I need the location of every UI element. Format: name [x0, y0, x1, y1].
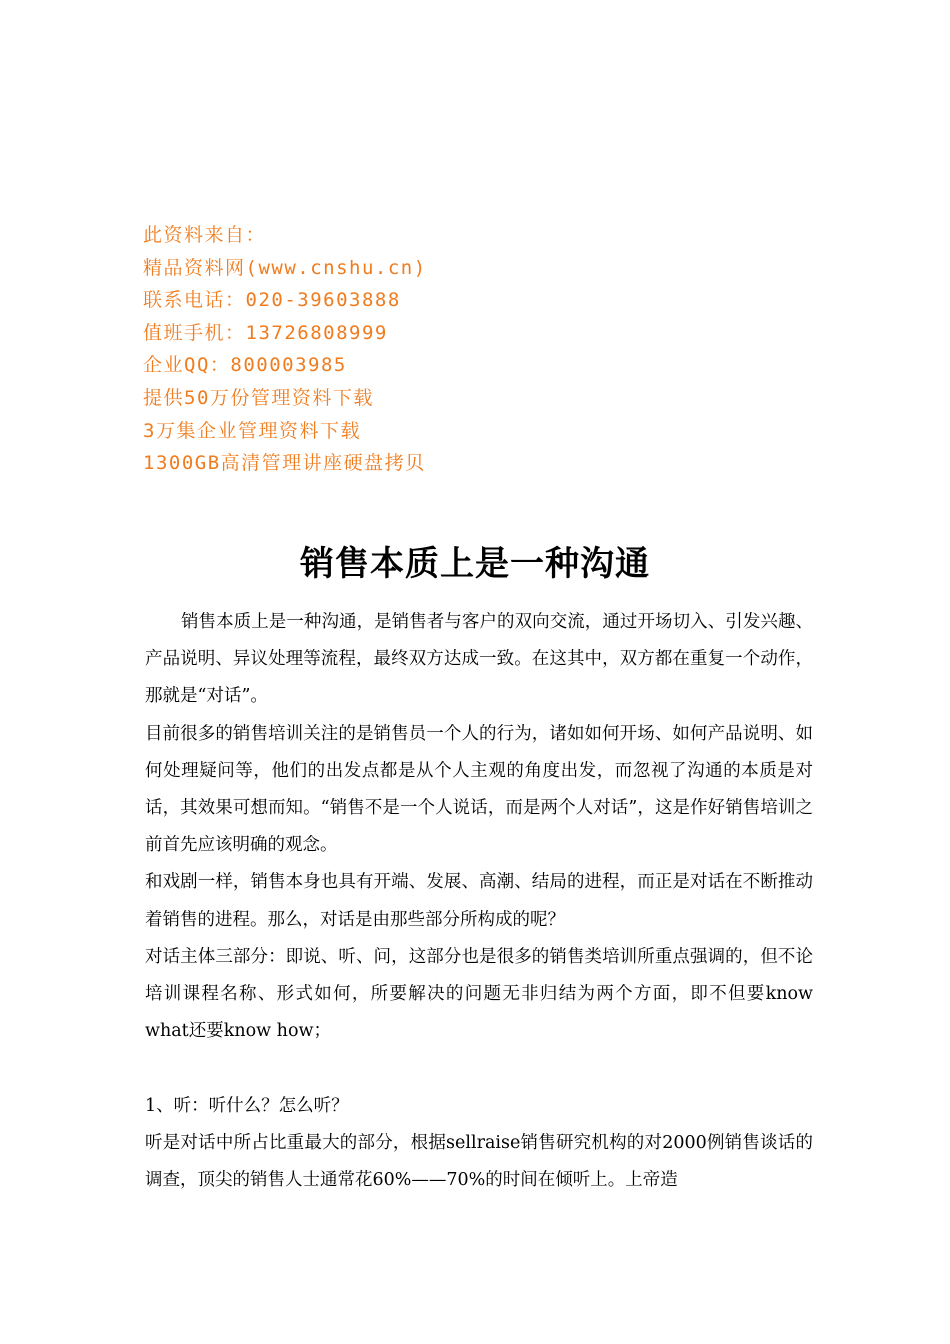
paragraph-training-focus: 目前很多的销售培训关注的是销售员一个人的行为，诸如如何开场、如何产品说明、如何处理疑问等，他们的出发点都是从个人主观的角度出发，而忽视了沟通的本质是对话，其效果可想而知。“销售不是一个人说话，而是两个人对话”，这是作好销售培训之前首先应该明确的观念。	[145, 723, 813, 856]
article-body	[145, 604, 813, 1199]
promo-line-downloads: 提供50万份管理资料下载	[143, 386, 374, 409]
promo-line-harddisk: 1300GB高清管理讲座硬盘拷贝	[143, 452, 426, 475]
promo-line-website: 精品资料网(www.cnshu.cn)	[143, 256, 427, 279]
promo-line-phone: 联系电话：020-39603888	[143, 289, 401, 312]
promo-line-qq: 企业QQ：800003985	[143, 354, 347, 377]
source-promo-block	[143, 219, 703, 480]
blank-line	[145, 1050, 813, 1087]
paragraph-drama-analogy: 和戏剧一样，销售本身也具有开端、发展、高潮、结局的进程，而正是对话在不断推动着销售的进程。那么，对话是由那些部分所构成的呢？	[145, 872, 813, 930]
promo-line-source: 此资料来自：	[143, 224, 267, 246]
promo-line-mobile: 值班手机：13726808999	[143, 321, 388, 344]
article-title: 销售本质上是一种沟通	[300, 544, 650, 584]
paragraph-dialogue-parts: 对话主体三部分：即说、听、问，这部分也是很多的销售类培训所重点强调的，但不论培训课程名称、形式如何，所要解决的问题无非归结为两个方面，即不但要know what还要know how；	[145, 946, 813, 1042]
paragraph-listening: 听是对话中所占比重最大的部分，根据sellraise销售研究机构的对2000例销售谈话的调查，顶尖的销售人士通常花60%——70%的时间在倾听上。上帝造	[145, 1132, 813, 1191]
paragraph-intro: 销售本质上是一种沟通，是销售者与客户的双向交流，通过开场切入、引发兴趣、产品说明、异议处理等流程，最终双方达成一致。在这其中，双方都在重复一个动作，那就是“对话”。	[145, 612, 813, 707]
section-heading-listen: 1、听：听什么？怎么听？	[145, 1095, 349, 1116]
promo-line-videos: 3万集企业管理资料下载	[143, 419, 361, 442]
